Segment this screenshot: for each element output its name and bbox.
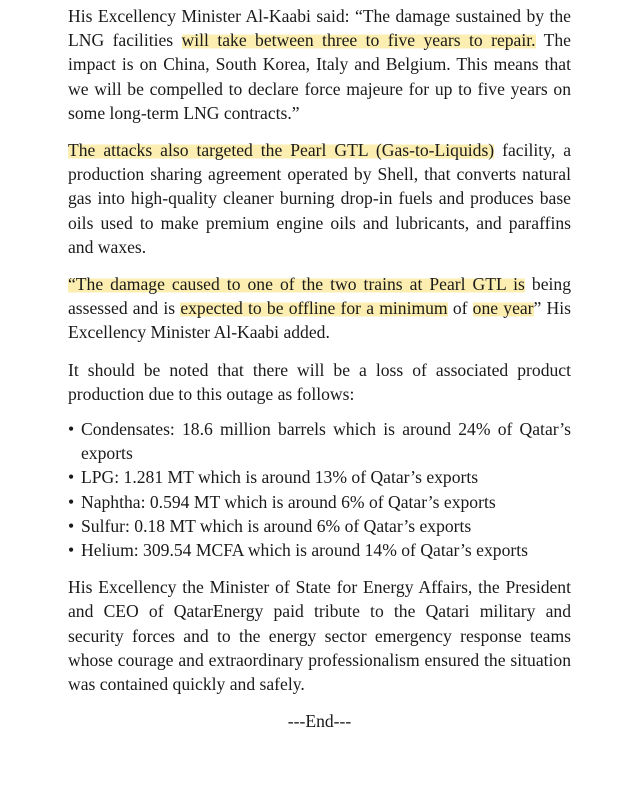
paragraph-production-loss: It should be noted that there will be a loss of associated product production due to this outage as follows: bbox=[68, 359, 571, 404]
list-item-helium bbox=[68, 538, 571, 562]
bullet-marker: • bbox=[68, 491, 75, 512]
highlight-repair-time: will take between three to five years to repair. bbox=[181, 30, 536, 51]
paragraph3-text-middle2: of bbox=[447, 298, 473, 319]
list-item-text: Condensates: 18.6 million barrels which is around 24% of Qatar’s exports bbox=[81, 419, 571, 464]
production-loss-list bbox=[68, 417, 571, 562]
bullet-marker: • bbox=[68, 515, 75, 536]
highlight-pearl-gtl: The attacks also targeted the Pearl GTL (Gas-to-Liquids) bbox=[68, 140, 495, 161]
list-item-lpg bbox=[68, 465, 571, 489]
highlight-trains-damage: “The damage caused to one of the two trains at Pearl GTL is bbox=[68, 274, 525, 295]
paragraph-trains-damage bbox=[68, 272, 571, 345]
list-item-text: Sulfur: 0.18 MT which is around 6% of Qatar’s exports bbox=[81, 515, 472, 536]
highlight-offline-minimum: expected to be offline for a minimum bbox=[180, 298, 448, 319]
paragraph-damage-statement bbox=[68, 4, 571, 125]
bullet-marker: • bbox=[68, 419, 75, 440]
paragraph-pearl-gtl bbox=[68, 138, 571, 259]
paragraph-tribute: His Excellency the Minister of State for Energy Affairs, the President and CEO of QatarEnergy paid tribute to the Qatari military and security forces and to the energy sector emergency response teams whose courage and extraordinary professionalism ensured the situation was contained quickly and safely. bbox=[68, 577, 571, 695]
list-item-text: Helium: 309.54 MCFA which is around 14% of Qatar’s exports bbox=[81, 540, 528, 561]
list-item-text: Naphtha: 0.594 MT which is around 6% of Qatar’s exports bbox=[81, 491, 496, 512]
bullet-marker: • bbox=[68, 467, 75, 488]
paragraph1-text-after: The impact is on China, South Korea, Italy and Belgium. This means that we will be compelled to declare force majeure for up to five years on some long-term LNG contracts.” bbox=[68, 30, 571, 123]
list-item-text: LPG: 1.281 MT which is around 13% of Qatar’s exports bbox=[81, 467, 479, 488]
list-item-sulfur bbox=[68, 514, 571, 538]
list-item-naphtha bbox=[68, 490, 571, 514]
paragraph3-text-middle: being assessed and is bbox=[68, 274, 571, 319]
list-item-condensates bbox=[68, 417, 571, 465]
paragraph2-text-after: facility, a production sharing agreement operated by Shell, that converts natural gas into high-quality cleaner burning drop-in fuels and produces base oils used to make premium engine oils and lubricants, and paraffins and waxes. bbox=[68, 140, 571, 257]
highlight-one-year: one year bbox=[472, 298, 534, 319]
paragraph3-text-after: ” His Excellency Minister Al-Kaabi added. bbox=[68, 298, 571, 343]
bullet-marker: • bbox=[68, 540, 75, 561]
end-marker: ---End--- bbox=[287, 711, 352, 732]
paragraph1-text-before: His Excellency Minister Al-Kaabi said: “The damage sustained by the LNG facilities bbox=[68, 6, 571, 51]
